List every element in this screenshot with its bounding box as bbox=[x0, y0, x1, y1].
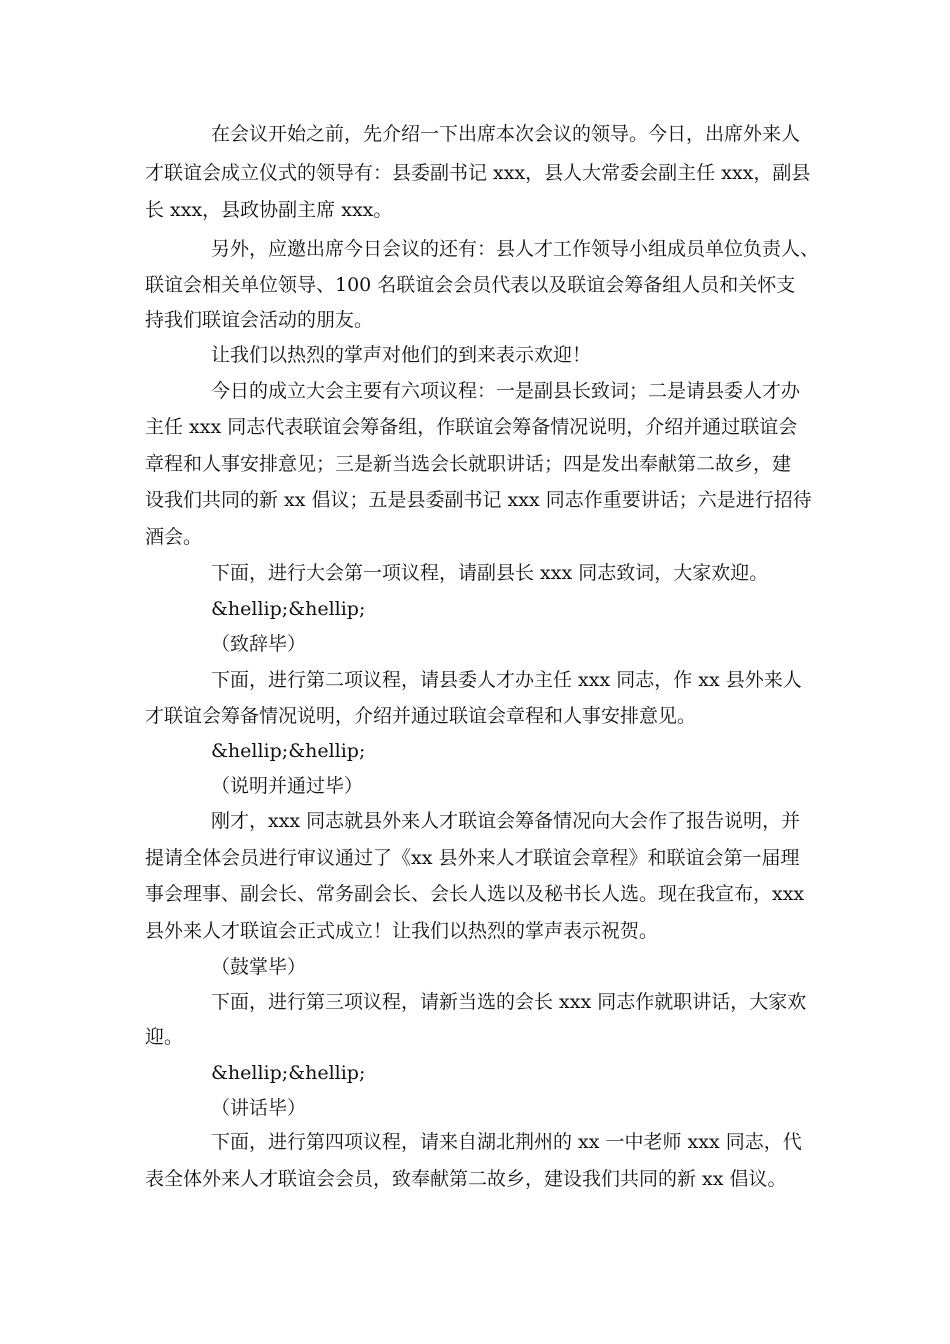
text-line: （鼓掌毕） bbox=[211, 956, 307, 978]
text-line: &hellip;&hellip; bbox=[211, 1062, 366, 1084]
text-line: 迎。 bbox=[145, 1026, 184, 1048]
text-line: 下面，进行第三项议程，请新当选的会长 xxx 同志作就职讲话，大家欢 bbox=[211, 991, 807, 1013]
text-line: 主任 xxx 同志代表联谊会筹备组，作联谊会筹备情况说明，介绍并通过联谊会 bbox=[145, 416, 798, 438]
text-line: （讲话毕） bbox=[211, 1097, 307, 1119]
text-line: 章程和人事安排意见；三是新当选会长就职讲话；四是发出奉献第二故乡，建 bbox=[145, 453, 792, 475]
text-line: 下面，进行第四项议程，请来自湖北荆州的 xx 一中老师 xxx 同志，代 bbox=[211, 1131, 802, 1153]
text-line: 设我们共同的新 xx 倡议；五是县委副书记 xxx 同志作重要讲话；六是进行招待 bbox=[145, 489, 812, 511]
text-line: （说明并通过毕） bbox=[211, 775, 364, 797]
text-line: 事会理事、副会长、常务副会长、会长人选以及秘书长人选。现在我宣布，xxx bbox=[145, 883, 805, 905]
text-line: 让我们以热烈的掌声对他们的到来表示欢迎！ bbox=[211, 344, 592, 366]
text-line: （致辞毕） bbox=[211, 633, 307, 655]
text-line: 下面，进行大会第一项议程，请副县长 xxx 同志致词，大家欢迎。 bbox=[211, 562, 769, 584]
text-line: 今日的成立大会主要有六项议程：一是副县长致词；二是请县委人才办 bbox=[211, 380, 801, 402]
text-line: 酒会。 bbox=[145, 526, 203, 548]
text-line: 持我们联谊会活动的朋友。 bbox=[145, 309, 374, 331]
text-line: 在会议开始之前，先介绍一下出席本次会议的领导。今日，出席外来人 bbox=[211, 123, 801, 145]
text-line: 长 xxx，县政协副主席 xxx。 bbox=[145, 199, 393, 221]
text-line: 提请全体会员进行审议通过了《xx 县外来人才联谊会章程》和联谊会第一届理 bbox=[145, 847, 800, 869]
text-line: 县外来人才联谊会正式成立！让我们以热烈的掌声表示祝贺。 bbox=[145, 920, 659, 942]
text-line: 才联谊会筹备情况说明，介绍并通过联谊会章程和人事安排意见。 bbox=[145, 705, 697, 727]
text-line: 刚才，xxx 同志就县外来人才联谊会筹备情况向大会作了报告说明，并 bbox=[211, 810, 801, 832]
text-line: 另外，应邀出席今日会议的还有：县人才工作领导小组成员单位负责人、 bbox=[211, 238, 820, 260]
text-line: 才联谊会成立仪式的领导有：县委副书记 xxx，县人大常委会副主任 xxx，副县 bbox=[145, 162, 811, 184]
text-line: &hellip;&hellip; bbox=[211, 598, 366, 620]
text-line: 联谊会相关单位领导、100 名联谊会会员代表以及联谊会筹备组人员和关怀支 bbox=[145, 274, 796, 296]
text-line: 下面，进行第二项议程，请县委人才办主任 xxx 同志，作 xx 县外来人 bbox=[211, 669, 802, 691]
text-line: &hellip;&hellip; bbox=[211, 740, 366, 762]
text-line: 表全体外来人才联谊会会员，致奉献第二故乡，建设我们共同的新 xx 倡议。 bbox=[145, 1168, 787, 1190]
